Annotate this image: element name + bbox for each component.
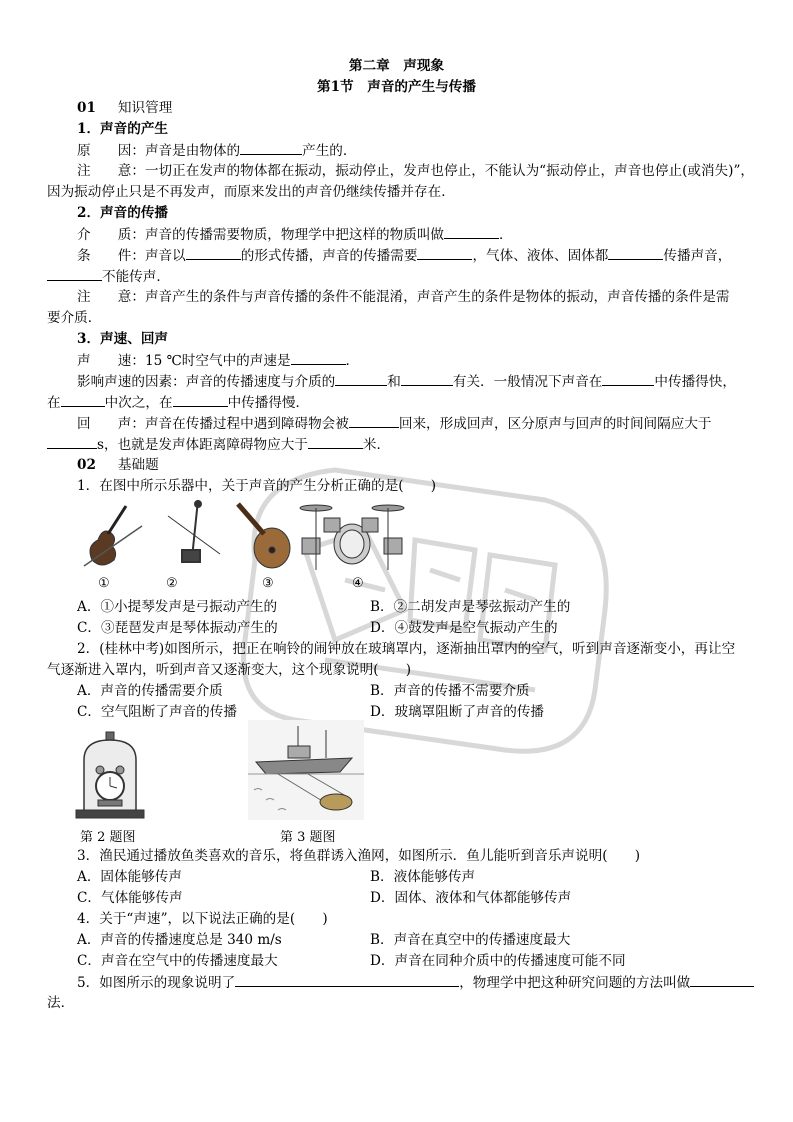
answer-blank (47, 266, 102, 281)
k3-factors (77, 371, 747, 392)
chapter-title: 第二章 声现象 (348, 58, 445, 74)
answer-blank (417, 245, 472, 260)
pipa-image (232, 498, 294, 572)
section-number: 02 (77, 457, 96, 473)
q2-stem-line1: 2．(桂林中考)如图所示，把正在响铃的闹钟放在玻璃罩内，逐渐抽出罩内的空气，听到声音逐渐变小，再让空 (77, 641, 736, 657)
k1-note-line1: 注 意：一切正在发声的物体都在振动，振动停止，发声也停止，不能认为“振动停止，声音也停止(或消失)”， (77, 163, 755, 179)
text-fragment: 影响声速的因素：声音的传播速度与介质的 (77, 374, 336, 390)
q4-stem: 4．关于“声速”，以下说法正确的是( ) (77, 911, 328, 927)
k3-heading: 3．声速、回声 (77, 331, 169, 347)
answer-blank (61, 392, 105, 407)
text-fragment: s，也就是发声体距离障碍物应大于 (97, 437, 308, 453)
answer-blank (173, 392, 228, 407)
k2-note-line2: 要介质． (47, 310, 102, 326)
text-fragment: ． (345, 353, 360, 369)
answer-blank (235, 972, 459, 987)
text-fragment: ． (499, 227, 513, 243)
k2-condition-cont (47, 266, 747, 287)
q1-option-c: C．③琵琶发声是琴体振动产生的 (77, 620, 278, 636)
erhu-image (158, 496, 228, 572)
q4-option-b: B．声音在真空中的传播速度最大 (370, 932, 571, 948)
bell-jar-clock-image (72, 730, 148, 822)
text-fragment: 的形式传播，声音的传播需要 (240, 248, 418, 264)
k3-echo-cont (47, 434, 747, 455)
q1-option-a: A．①小提琴发声是弓振动产生的 (77, 599, 278, 615)
q4-option-c: C．声音在空气中的传播速度最大 (77, 953, 278, 969)
text-fragment: 有关．一般情况下声音在 (452, 374, 603, 390)
answer-blank (349, 413, 399, 428)
k2-note-line1: 注 意：声音产生的条件与声音传播的条件不能混淆，声音产生的条件是物体的振动，声音传播的条件是需 (77, 289, 730, 305)
answer-blank (690, 972, 754, 987)
text-fragment: 回来，形成回声，区分原声与回声的时间间隔应大于 (398, 416, 712, 432)
violin-image (78, 500, 148, 572)
q1-option-d: D．④鼓发声是空气振动产生的 (370, 620, 558, 636)
figure-caption-2: 第 2 题图 (80, 830, 136, 845)
text-fragment: 中次之，在 (104, 395, 173, 411)
q2-option-d: D．玻璃罩阻断了声音的传播 (370, 704, 545, 720)
text-fragment: 产生的． (302, 143, 357, 159)
answer-blank (602, 371, 654, 386)
drum-kit-image (296, 496, 408, 572)
text-fragment: 在 (47, 395, 61, 411)
q2-option-a: A．声音的传播需要介质 (77, 683, 223, 699)
text-fragment: 条 件：声音以 (77, 248, 186, 264)
section-label: 基础题 (117, 457, 159, 473)
answer-blank (291, 350, 346, 365)
k2-heading: 2．声音的传播 (77, 205, 169, 221)
section-01-heading (77, 98, 747, 118)
text-fragment: 原 因：声音是由物体的 (77, 143, 241, 159)
k3-factors-cont (47, 392, 747, 413)
text-fragment: 回 声：声音在传播过程中遇到障碍物会被 (77, 416, 349, 432)
answer-blank (47, 434, 97, 449)
q5-stem-cont: 法． (47, 995, 75, 1011)
k1-cause (77, 140, 747, 161)
text-fragment: 米． (362, 437, 391, 453)
q1-stem: 1．在图中所示乐器中，关于声音的产生分析正确的是( ) (77, 478, 437, 494)
text-fragment: 中传播得快， (654, 374, 736, 390)
text-fragment: 中传播得慢． (227, 395, 310, 411)
text-fragment: 介 质：声音的传播需要物质，物理学中把这样的物质叫做 (77, 227, 445, 243)
k1-heading: 1．声音的产生 (77, 121, 169, 137)
q4-option-a: A．声音的传播速度总是 340 m/s (77, 932, 282, 948)
figure-caption-3: 第 3 题图 (280, 830, 336, 845)
text-fragment: 声 速：15 ℃时空气中的声速是 (77, 353, 291, 369)
q3-stem: 3．渔民通过播放鱼类喜欢的音乐，将鱼群诱入渔网，如图所示．鱼儿能听到音乐声说明( ) (77, 848, 641, 864)
k1-note-line2: 因为振动停止只是不再发声，而原来发出的声音仍继续传播并存在． (47, 184, 455, 200)
text-fragment: ，物理学中把这种研究问题的方法叫做 (459, 975, 691, 991)
text-fragment: ，气体、液体、固体都 (472, 248, 609, 264)
q4-option-d: D．声音在同种介质中的传播速度可能不同 (370, 953, 626, 969)
q1-option-b: B．②二胡发声是琴弦振动产生的 (370, 599, 571, 615)
q3-option-b: B．液体能够传声 (370, 869, 476, 885)
k3-echo (77, 413, 747, 434)
text-fragment: 传播声音， (663, 248, 732, 264)
section-02-heading (77, 455, 747, 475)
q3-option-d: D．固体、液体和气体都能够传声 (370, 890, 572, 906)
text-fragment: 不能传声． (102, 269, 170, 285)
k2-medium (77, 224, 747, 245)
text-fragment: 和 (387, 374, 401, 390)
k3-speed (77, 350, 747, 371)
k2-condition (77, 245, 747, 266)
figure-label: ③ (262, 576, 274, 591)
q5-stem (77, 972, 747, 993)
answer-blank (335, 371, 387, 386)
q2-option-c: C．空气阻断了声音的传播 (77, 704, 237, 720)
answer-blank (608, 245, 663, 260)
text-fragment: 5．如图所示的现象说明了 (77, 975, 236, 991)
answer-blank (401, 371, 453, 386)
section-number: 01 (77, 100, 96, 116)
q2-stem-line2: 气逐渐进入罩内，听到声音又逐渐变大，这个现象说明( ) (47, 662, 412, 678)
fishing-boat-net-image (248, 720, 364, 820)
answer-blank (186, 245, 241, 260)
q3-option-a: A．固体能够传声 (77, 869, 182, 885)
section-label: 知识管理 (117, 100, 173, 116)
answer-blank (444, 224, 499, 239)
q2-option-b: B．声音的传播不需要介质 (370, 683, 530, 699)
figure-label: ② (166, 576, 178, 591)
answer-blank (240, 140, 302, 155)
answer-blank (308, 434, 363, 449)
q3-option-c: C．气体能够传声 (77, 890, 183, 906)
figure-label: ① (98, 576, 110, 591)
figure-label: ④ (352, 576, 364, 591)
section-title: 第1节 声音的产生与传播 (317, 79, 476, 95)
